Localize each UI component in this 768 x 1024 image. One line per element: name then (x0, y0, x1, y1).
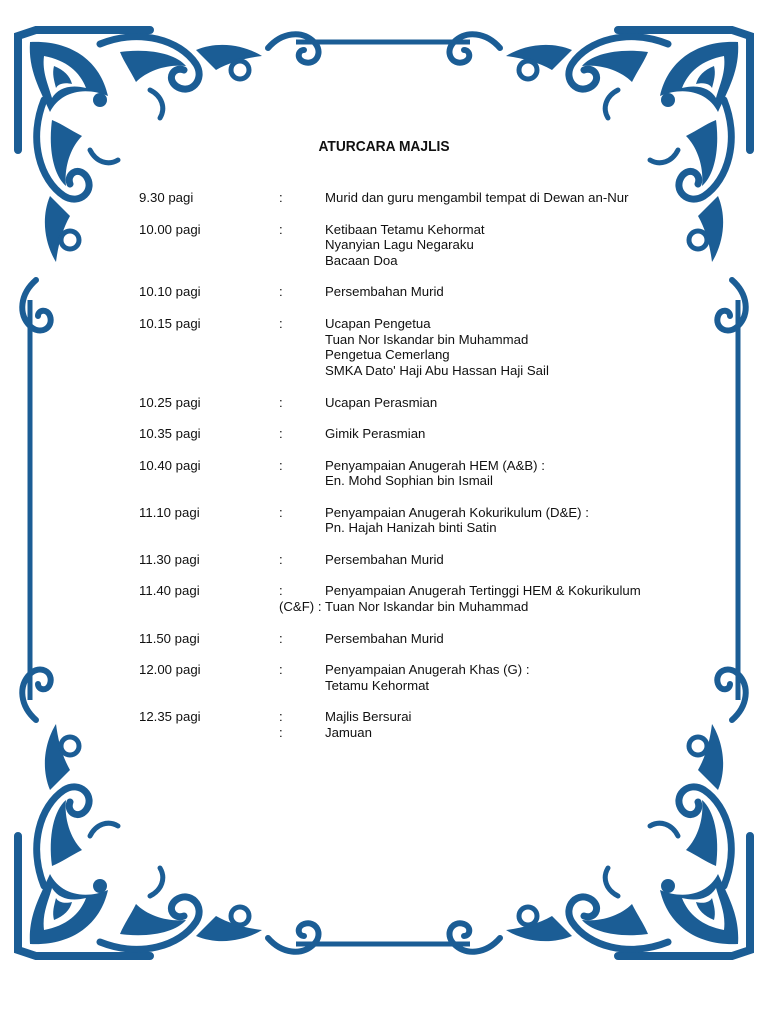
item-separator (279, 552, 325, 568)
item-activities (325, 222, 659, 269)
item-time: 10.00 pagi (139, 221, 201, 237)
separator-colon: (C&F) : (279, 599, 322, 615)
separator-colon: : (279, 551, 283, 567)
item-separator (279, 190, 325, 206)
activity-line: Tuan Nor Iskandar bin Muhammad (325, 331, 529, 347)
activity-line: Penyampaian Anugerah Kokurikulum (D&E) : (325, 504, 589, 520)
activity-line: Persembahan Murid (325, 551, 444, 567)
activity-line: Nyanyian Lagu Negaraku (325, 237, 474, 253)
activity-line: Murid dan guru mengambil tempat di Dewan an-Nur (325, 190, 629, 205)
separator-colon: : (279, 221, 283, 237)
item-activities (325, 458, 659, 489)
item-activities (325, 190, 659, 206)
programme-item (139, 458, 659, 489)
activity-line: Ucapan Perasmian (325, 394, 438, 410)
activity-line: Bacaan Doa (325, 252, 398, 268)
separator-colon: : (279, 662, 283, 678)
activity-line: Tetamu Kehormat (325, 677, 430, 693)
item-separator (279, 662, 325, 693)
programme-item (139, 631, 659, 647)
item-separator (279, 631, 325, 647)
item-time: 10.40 pagi (139, 457, 201, 473)
item-activities (325, 316, 659, 379)
activity-line: Persembahan Murid (325, 630, 444, 646)
separator-colon: : (279, 504, 283, 520)
item-separator (279, 222, 325, 269)
item-separator (279, 395, 325, 411)
item-activities (325, 709, 659, 740)
item-time: 10.15 pagi (139, 315, 201, 331)
activity-line: Ucapan Pengetua (325, 315, 431, 331)
programme-item (139, 709, 659, 740)
programme-item (139, 583, 659, 614)
item-separator (279, 316, 325, 379)
activity-line: Tuan Nor Iskandar bin Muhammad (325, 599, 529, 615)
item-separator (279, 458, 325, 489)
separator-colon: : (279, 426, 283, 442)
item-time: 11.50 pagi (139, 630, 200, 646)
activity-line: Majlis Bersurai (325, 709, 412, 725)
separator-colon: : (279, 630, 283, 646)
item-separator (279, 284, 325, 300)
programme-item (139, 426, 659, 442)
separator-colon: : (279, 284, 283, 300)
item-time: 12.35 pagi (139, 709, 201, 725)
activity-line: Persembahan Murid (325, 284, 444, 300)
activity-line: Penyampaian Anugerah Khas (G) : (325, 662, 530, 678)
activity-line: Ketibaan Tetamu Kehormat (325, 221, 485, 237)
document-title: ATURCARA MAJLIS (318, 138, 450, 155)
item-time: 9.30 pagi (139, 190, 194, 205)
separator-colon: : (279, 583, 283, 599)
item-separator (279, 505, 325, 536)
activity-line: Pn. Hajah Hanizah binti Satin (325, 520, 497, 536)
item-activities (325, 631, 659, 647)
item-time: 10.10 pagi (139, 284, 201, 300)
item-separator (279, 709, 325, 740)
programme-item (139, 662, 659, 693)
separator-colon: : (279, 457, 283, 473)
separator-colon: : (279, 709, 283, 725)
separator-colon: : (279, 190, 283, 205)
programme-item (139, 505, 659, 536)
item-time: 11.40 pagi (139, 583, 200, 599)
item-activities (325, 505, 659, 536)
programme-item (139, 190, 659, 206)
item-time: 10.25 pagi (139, 394, 201, 410)
activity-line: Jamuan (325, 725, 372, 741)
programme-item (139, 316, 659, 379)
programme-item (139, 552, 659, 568)
item-activities (325, 662, 659, 693)
item-separator (279, 583, 325, 614)
separator-colon: : (279, 725, 283, 741)
item-time: 12.00 pagi (139, 662, 201, 678)
programme-item (139, 222, 659, 269)
activity-line: SMKA Dato' Haji Abu Hassan Haji Sail (325, 363, 549, 379)
programme-item (139, 284, 659, 300)
item-activities (325, 583, 659, 614)
item-activities (325, 426, 659, 442)
activity-line: Penyampaian Anugerah HEM (A&B) : (325, 457, 545, 473)
item-activities (325, 552, 659, 568)
item-time: 11.30 pagi (139, 551, 200, 567)
activity-line: En. Mohd Sophian bin Ismail (325, 473, 493, 489)
item-activities (325, 284, 659, 300)
item-separator (279, 426, 325, 442)
activity-line: Pengetua Cemerlang (325, 347, 450, 363)
activity-line: Penyampaian Anugerah Tertinggi HEM & Kokurikulum (325, 583, 641, 599)
separator-colon: : (279, 394, 283, 410)
item-time: 11.10 pagi (139, 504, 200, 520)
separator-colon: : (279, 315, 283, 331)
programme-item (139, 395, 659, 411)
item-activities (325, 395, 659, 411)
programme-list (139, 190, 659, 757)
activity-line: Gimik Perasmian (325, 426, 426, 442)
item-time: 10.35 pagi (139, 426, 201, 442)
